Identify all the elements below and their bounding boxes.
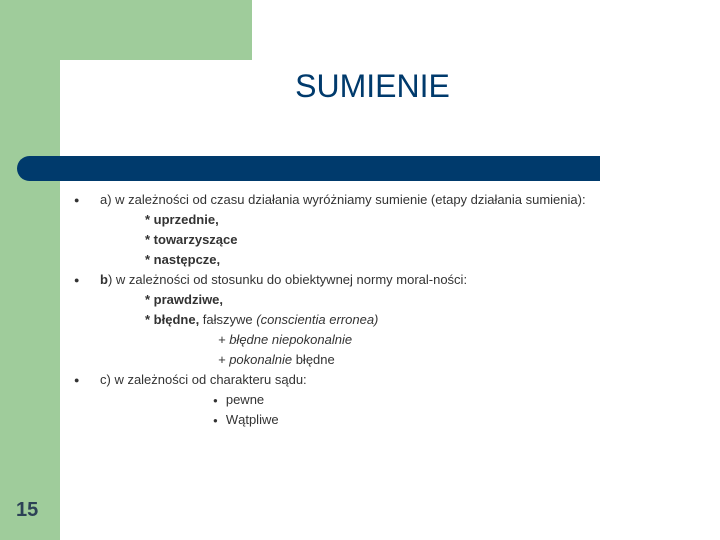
sub-item: * uprzednie, [145,212,219,227]
page-number: 15 [16,499,39,521]
item-c-text: c) w zależności od charakteru sądu: [100,372,307,387]
sub-bullet-item [100,410,660,430]
green-side-bar [0,0,60,540]
bullet-icon: ● [74,195,80,205]
title-divider-bar [17,156,600,181]
item-a-text: a) w zależności od czasu działania wyróżniamy sumienie (etapy działania sumienia): [100,192,586,207]
bullet-icon: ● [74,375,80,385]
item-b-prefix: b [100,272,108,287]
list-item-b [74,270,660,290]
sub-item: * następcze, [145,252,221,267]
slide-title: SUMIENIE [295,68,450,104]
sub-sub-item [100,350,660,370]
sub-sub-item-plain: błędne [292,352,335,367]
slide-content [74,190,660,430]
sub-sub-item: + błędne niepokonalnie [218,332,353,347]
green-top-bar [60,0,252,60]
rounded-corner [60,60,100,100]
sub-item-bold: * błędne, [145,312,200,327]
sub-item [100,310,660,330]
bullet-icon: ● [74,275,80,285]
sub-item: * prawdziwe, [145,292,224,307]
sub-bullet-item [100,390,660,410]
sub-sub-item-italic: + pokonalnie [218,352,293,367]
list-item-a [74,190,660,210]
item-b-text: ) w zależności od stosunku do obiektywnej normy moral-ności: [107,272,468,287]
bullet-icon: ● [213,396,218,405]
sub-item: * towarzyszące [145,232,238,247]
list-item-c [74,370,660,390]
sub-item-plain: fałszywe [199,312,257,327]
sub-bullet-text: Wątpliwe [225,412,279,427]
bullet-icon: ● [213,416,218,425]
sub-item-italic: (conscientia erronea) [256,312,379,327]
sub-bullet-text: pewne [225,392,265,407]
